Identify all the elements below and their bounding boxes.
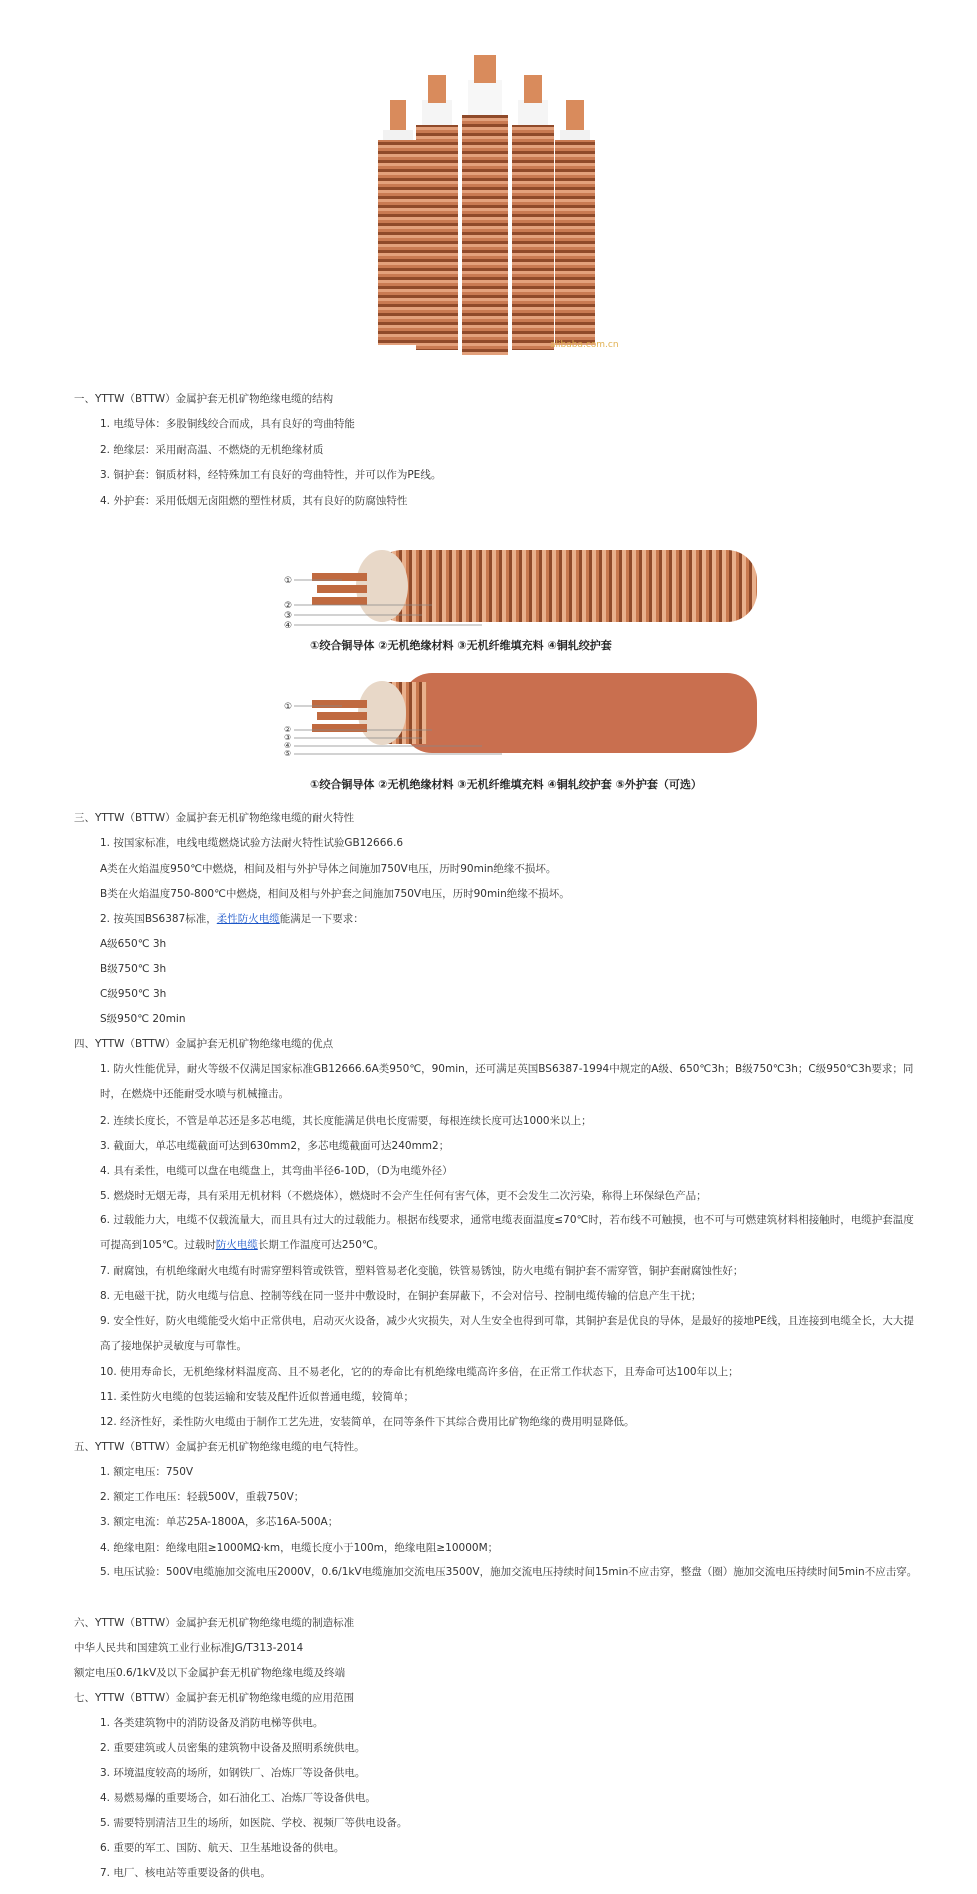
cross-section-diagram-2 bbox=[282, 668, 762, 763]
sec4-item: 10. 使用寿命长，无机绝缘材料温度高、且不易老化，它的的寿命比有机绝缘电缆高许多倍，在正常工作状态下，且寿命可达100年以上； bbox=[100, 1366, 739, 1378]
sec5-item: 3. 额定电流：单芯25A-1800A，多芯16A-500A； bbox=[100, 1516, 339, 1528]
sec3-line: 1. 按国家标准，电线电缆燃烧试验方法耐火特性试验GB12666.6 bbox=[100, 837, 404, 849]
sec5-item: 1. 额定电压：750V bbox=[100, 1466, 194, 1478]
marker: ③ bbox=[284, 611, 293, 621]
diagram-caption-2: ①绞合铜导体 ②无机绝缘材料 ③无机纤维填充料 ④铜轧绞护套 ⑤外护套（可选） bbox=[310, 778, 702, 791]
cross-section-diagram-1 bbox=[282, 545, 762, 640]
sec7-title: 七、YTTW（BTTW）金属护套无机矿物绝缘电缆的应用范围 bbox=[74, 1692, 355, 1704]
sec4-item: 1. 防火性能优异，耐火等级不仅满足国家标准GB12666.6A类950℃，90min，还可满足英国BS6387-1994中规定的A级、650℃3h；B级750℃3h；C级950℃3h要求；同时，在燃烧中还能耐受水喷与机械撞击。 bbox=[100, 1063, 914, 1100]
sec5-title: 五、YTTW（BTTW）金属护套无机矿物绝缘电缆的电气特性。 bbox=[74, 1441, 365, 1453]
diagram-caption-1: ①绞合铜导体 ②无机绝缘材料 ③无机纤维填充料 ④铜轧绞护套 bbox=[310, 639, 612, 652]
marker: ② bbox=[284, 601, 293, 611]
sec7-item: 7. 电厂、核电站等重要设备的供电。 bbox=[100, 1867, 271, 1879]
grade-a: A级650℃ 3h bbox=[100, 938, 167, 950]
sec6-title: 六、YTTW（BTTW）金属护套无机矿物绝缘电缆的制造标准 bbox=[74, 1617, 355, 1629]
grade-s: S级950℃ 20min bbox=[100, 1013, 186, 1025]
sec3-title: 三、YTTW（BTTW）金属护套无机矿物绝缘电缆的耐火特性 bbox=[74, 812, 355, 824]
text: 6. 过载能力大，电缆不仅载流量大，而且具有过大的过载能力。根据布线要求，通常电缆表面温度≤70℃时，若布线不可触摸，也不可与可燃建筑材料相接触时，电缆护套温度可提高到105℃。过载时 bbox=[100, 1214, 914, 1251]
sec7-item: 2. 重要建筑或人员密集的建筑物中设备及照明系统供电。 bbox=[100, 1742, 366, 1754]
text: 2. 按英国BS6387标准， bbox=[100, 913, 217, 925]
sec3-line-bs6387 bbox=[100, 912, 364, 926]
sec1-item: 4. 外护套：采用低烟无卤阻燃的塑性材质，其有良好的防腐蚀特性 bbox=[100, 495, 408, 507]
sec5-item: 2. 额定工作电压：轻载500V，重载750V； bbox=[100, 1491, 305, 1503]
sec4-item: 2. 连续长度长，不管是单芯还是多芯电缆，其长度能满足供电长度需要，每根连续长度可达1000米以上； bbox=[100, 1115, 592, 1127]
sec7-item: 3. 环境温度较高的场所，如钢铁厂、冶炼厂等设备供电。 bbox=[100, 1767, 366, 1779]
sec7-item: 5. 需要特别清洁卫生的场所，如医院、学校、视频厂等供电设备。 bbox=[100, 1817, 408, 1829]
sec4-item: 11. 柔性防火电缆的包装运输和安装及配件近似普通电缆，较简单； bbox=[100, 1391, 415, 1403]
sec7-item: 4. 易燃易爆的重要场合，如石油化工、冶炼厂等设备供电。 bbox=[100, 1792, 376, 1804]
sec4-item: 12. 经济性好，柔性防火电缆由于制作工艺先进，安装简单，在同等条件下其综合费用比矿物绝缘的费用明显降低。 bbox=[100, 1416, 635, 1428]
sec7-item: 6. 重要的军工、国防、航天、卫生基地设备的供电。 bbox=[100, 1842, 345, 1854]
sec4-item: 4. 具有柔性，电缆可以盘在电缆盘上，其弯曲半径6-10D，（D为电缆外径） bbox=[100, 1165, 453, 1177]
sec4-item: 7. 耐腐蚀，有机绝缘耐火电缆有时需穿塑料管或铁管，塑料管易老化变脆，铁管易锈蚀，防火电缆有铜护套不需穿管，铜护套耐腐蚀性好； bbox=[100, 1265, 744, 1277]
watermark-text: alibaba.com.cn bbox=[550, 340, 619, 350]
sec4-item-overload bbox=[100, 1208, 920, 1258]
marker: ④ bbox=[284, 741, 292, 750]
sec4-item: 9. 安全性好，防火电缆能受火焰中正常供电，启动灭火设备，减少火灾损失，对人生安全也得到可靠，其铜护套是优良的导体，是最好的接地PE线，且连接到电缆全长，大大提高了接地保护灵敏度与可靠性。 bbox=[100, 1315, 914, 1352]
sec1-item: 3. 铜护套：铜质材料，经特殊加工有良好的弯曲特性，并可以作为PE线。 bbox=[100, 469, 442, 481]
sec4-title: 四、YTTW（BTTW）金属护套无机矿物绝缘电缆的优点 bbox=[74, 1038, 334, 1050]
marker: ③ bbox=[284, 733, 292, 742]
cables-photo bbox=[370, 55, 640, 360]
sec4-item: 3. 截面大，单芯电缆截面可达到630mm2，多芯电缆截面可达240mm2； bbox=[100, 1140, 450, 1152]
marker: ⑤ bbox=[284, 749, 292, 758]
sec4-item: 8. 无电磁干扰，防火电缆与信息、控制等线在同一竖井中敷设时，在铜护套屏蔽下，不会对信号、控制电缆传输的信息产生干扰； bbox=[100, 1290, 702, 1302]
sec4-item: 5. 燃烧时无烟无毒，具有采用无机材料（不燃烧体），燃烧时不会产生任何有害气体，更不会发生二次污染，称得上环保绿色产品； bbox=[100, 1190, 707, 1202]
sec5-item: 4. 绝缘电阻：绝缘电阻≥1000MΩ·km，电缆长度小于100m，绝缘电阻≥10000M； bbox=[100, 1542, 499, 1554]
sec1-item: 1. 电缆导体：多股铜线绞合而成，具有良好的弯曲特能 bbox=[100, 418, 355, 430]
sec1-title: 一、YTTW（BTTW）金属护套无机矿物绝缘电缆的结构 bbox=[74, 393, 334, 405]
sec3-line: A类在火焰温度950℃中燃烧，相间及相与外护导体之间施加750V电压，历时90min绝缘不损坏。 bbox=[100, 863, 557, 875]
text: 能满足一下要求： bbox=[279, 913, 364, 925]
marker: ① bbox=[284, 702, 293, 712]
sec6-line: 额定电压0.6/1kV及以下金属护套无机矿物绝缘电缆及终端 bbox=[74, 1667, 346, 1679]
marker: ④ bbox=[284, 621, 293, 631]
grade-c: C级950℃ 3h bbox=[100, 988, 167, 1000]
marker: ① bbox=[284, 576, 293, 586]
sec6-line: 中华人民共和国建筑工业行业标准JG/T313-2014 bbox=[74, 1642, 304, 1654]
sec5-item: 5. 电压试验：500V电缆施加交流电压2000V，0.6/1kV电缆施加交流电压3500V，施加交流电压持续时间15min不应击穿，整盘（圈）施加交流电压持续时间5min不应击穿。 bbox=[100, 1566, 918, 1578]
grade-b: B级750℃ 3h bbox=[100, 963, 167, 975]
text: 长期工作温度可达250℃。 bbox=[257, 1239, 385, 1251]
flexible-fire-cable-link[interactable]: 柔性防火电缆 bbox=[216, 913, 280, 925]
sec3-line: B类在火焰温度750-800℃中燃烧，相间及相与外护套之间施加750V电压，历时90min绝缘不损坏。 bbox=[100, 888, 570, 900]
sec1-item: 2. 绝缘层：采用耐高温、不燃烧的无机绝缘材质 bbox=[100, 444, 324, 456]
marker: ② bbox=[284, 725, 292, 734]
sec7-item: 1. 各类建筑物中的消防设备及消防电梯等供电。 bbox=[100, 1717, 324, 1729]
fire-cable-link[interactable]: 防火电缆 bbox=[215, 1239, 258, 1251]
